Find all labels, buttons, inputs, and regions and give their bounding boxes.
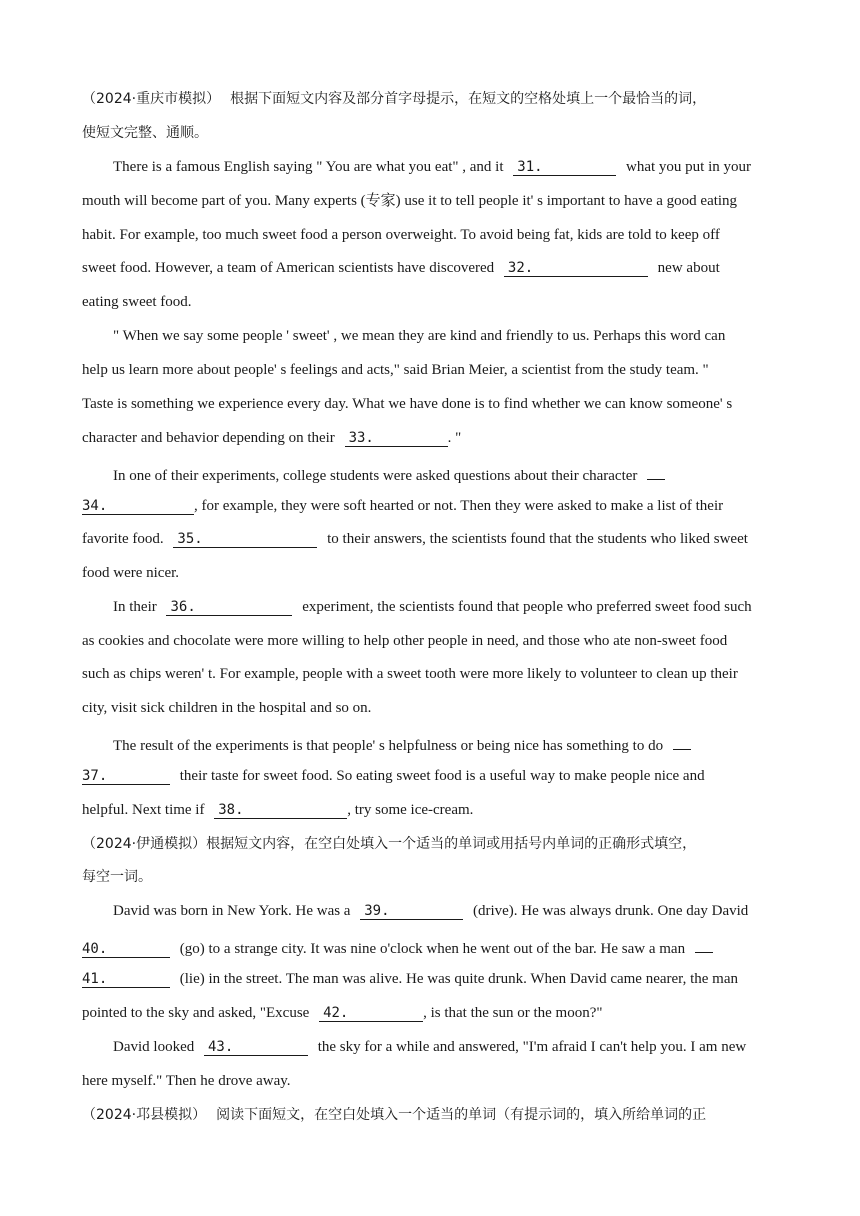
text-span: pointed to the sky and asked, "Excuse [82,1005,310,1021]
text-span: new about [657,260,720,276]
paragraph-line [82,496,782,516]
text-span: David looked [113,1039,195,1055]
section-1-instruction: 根据下面短文内容及部分首字母提示，在短文的空格处填上一个最恰当的词， [230,91,707,107]
answer-blank-31[interactable]: 31. [513,158,616,176]
text-span: (drive). He was always drunk. One day David [472,903,749,919]
answer-blank-34[interactable]: 34. [82,497,194,515]
text-span: helpful. Next time if [82,802,205,818]
paragraph-line [82,800,782,820]
answer-blank-37[interactable]: 37. [82,767,170,785]
text-span: what you put in your [626,159,752,175]
answer-blank-42[interactable]: 42. [319,1004,423,1022]
paragraph-line: city, visit sick children in the hospital and so on. [82,700,372,716]
answer-blank-41[interactable]: 41. [82,970,170,988]
paragraph-line [82,969,782,989]
section-1-source: （2024·重庆市模拟） [82,91,221,107]
text-span: to their answers, the scientists found that the students who liked sweet [327,531,748,547]
paragraph-line [82,428,782,448]
answer-blank-33[interactable]: 33. [345,429,448,447]
paragraph-line: habit. For example, too much sweet food a person overweight. To avoid being fat, kids are told to keep off [82,227,720,243]
answer-blank-39[interactable]: 39. [360,902,463,920]
section-2-header [82,834,782,854]
paragraph-line [113,597,813,617]
answer-blank-35[interactable]: 35. [173,530,317,548]
text-span: experiment, the scientists found that people who preferred sweet food such [302,599,752,615]
paragraph-line [82,935,782,955]
text-span: . " [447,430,462,446]
paragraph-line [82,1003,782,1023]
text-span: their taste for sweet food. So eating sweet food is a useful way to make people nice and [179,768,705,784]
paragraph-line [113,1037,813,1057]
paragraph-line: mouth will become part of you. Many experts (专家) use it to tell people it' s important to have a good eating [82,193,738,209]
paragraph-line [113,901,813,921]
paragraph-line: such as chips weren' t. For example, people with a sweet tooth were more likely to volunteer to clean up their [82,666,738,682]
paragraph-line: as cookies and chocolate were more willing to help other people in need, and those who ate non-sweet food [82,633,728,649]
paragraph-line [113,157,813,177]
text-span: , try some ice-cream. [347,802,474,818]
section-1-header [82,89,782,109]
paragraph-line: " When we say some people ' sweet' , we mean they are kind and friendly to us. Perhaps this word can [113,328,726,344]
answer-blank-36[interactable]: 36. [166,598,292,616]
text-span: (lie) in the street. The man was alive. He was quite drunk. When David came nearer, the man [179,971,738,987]
text-span: , is that the sun or the moon?" [423,1005,603,1021]
text-span: the sky for a while and answered, "I'm afraid I can't help you. I am new [317,1039,747,1055]
text-span: In one of their experiments, college students were asked questions about their character [113,468,638,484]
answer-blank-32[interactable]: 32. [504,259,648,277]
text-span: (go) to a strange city. It was nine o'clock when he went out of the bar. He saw a man [179,941,686,957]
paragraph-line [82,529,782,549]
text-span: , for example, they were soft hearted or not. Then they were asked to make a list of their [194,498,724,514]
section-3-header [82,1105,782,1125]
paragraph-line [82,258,782,278]
section-2-instruction: 根据短文内容，在空白处填入一个适当的单词或用括号内单词的正确形式填空， [206,836,697,852]
section-3-source: （2024·邛县模拟） [82,1107,207,1123]
paragraph-line: eating sweet food. [82,294,192,310]
answer-blank-37-start[interactable] [673,732,691,750]
answer-blank-40[interactable]: 40. [82,940,170,958]
text-span: sweet food. However, a team of American scientists have discovered [82,260,495,276]
text-span: character and behavior depending on their [82,430,335,446]
paragraph-line: Taste is something we experience every day. What we have done is to find whether we can know someone' s [82,396,733,412]
paragraph-line: here myself." Then he drove away. [82,1073,291,1089]
section-2-instruction-cont: 每空一词。 [82,869,152,885]
section-1-instruction-cont: 使短文完整、通顺。 [82,125,208,141]
text-span: favorite food. [82,531,164,547]
paragraph-line [82,766,782,786]
text-span: David was born in New York. He was a [113,903,351,919]
section-3-instruction: 阅读下面短文，在空白处填入一个适当的单词（有提示词的，填入所给单词的正 [216,1107,707,1123]
paragraph-line: food were nicer. [82,565,180,581]
text-span: In their [113,599,157,615]
paragraph-line: help us learn more about people' s feelings and acts," said Brian Meier, a scientist from the study team. " [82,362,709,378]
text-span: The result of the experiments is that people' s helpfulness or being nice has something to do [113,738,664,754]
answer-blank-43[interactable]: 43. [204,1038,308,1056]
answer-blank-38[interactable]: 38. [214,801,347,819]
text-span: There is a famous English saying " You are what you eat" , and it [113,159,504,175]
answer-blank-41-start[interactable] [695,935,713,953]
paragraph-line [113,462,813,482]
answer-blank-34-start[interactable] [647,462,665,480]
section-2-source: （2024·伊通模拟） [82,836,207,852]
paragraph-line [113,732,813,752]
